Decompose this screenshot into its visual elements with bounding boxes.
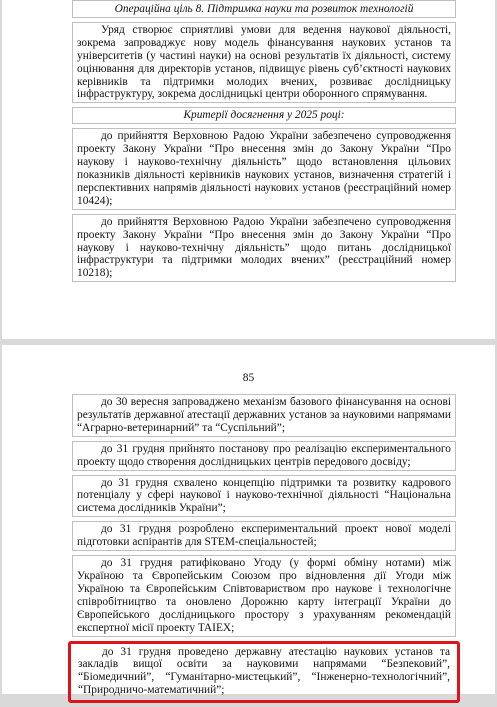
page-number: 85 (242, 372, 255, 384)
criteria-item: до 31 грудня прийнято постанову про реалізацію експериментального проекту щодо створення дослідницьких центрів передового досвіду; (72, 441, 456, 471)
criteria-heading: Критерії досягнення у 2025 році: (72, 107, 456, 124)
criteria-item: до 30 вересня запроваджено механізм базового фінансування на основі результатів державної атестації державних установ за науковими напрямами “Аграрно-ветеринарний” та “Суспільний”; (72, 394, 456, 437)
intro-paragraph: Уряд створює сприятливі умови для ведення наукової діяльності, зокрема запроваджує нову модель фінансування наукових установ та університетів (у частині науки) на основі результатів їх діяльності, систему оцінювання для директорів установ, підвищує рівень суб’єктності наукових керівників та підтримки молодих вчених, розвиває дослідницьку інфраструктуру, зокрема дослідницькі центри оборонного спрямування. (72, 22, 456, 103)
criteria-item: до прийняття Верховною Радою України забезпечено супроводження проекту Закону України “Про внесення змін до Закону України “Про наукову і науково-технічну діяльність” щодо питань дослідницької інфраструктури та підтримки молодих вчених” (реєстраційний номер 10218); (72, 214, 456, 283)
highlighted-criteria-item: до 31 грудня проведено державну атестацію наукових установ та закладів вищої освіти за науковими напрямами “Безпековий”, “Біомедичний”, “Гуманітарно-мистецький”, “Інженерно-технологічний”, “Природничо-математичний”; (68, 641, 460, 704)
operational-goal-heading: Операційна ціль 8. Підтримка науки та розвиток технологій (72, 0, 456, 18)
document-page-bottom (2, 345, 495, 697)
document-page-top (2, 0, 495, 339)
criteria-item: до 31 грудня розроблено експериментальний проект нової моделі підготовки аспірантів для STEM-спеціальностей; (72, 521, 456, 551)
criteria-item: до прийняття Верховною Радою України забезпечено супроводження проекту Закону України “Про внесення змін до Закону України “Про наукову і науково-технічну діяльність” щодо встановлення цільових показників діяльності керівників наукових установ, визначення стратегій і перспективних напрямів діяльності наукових установ (реєстраційний номер 10424); (72, 128, 456, 209)
criteria-item: до 31 грудня схвалено концепцію підтримки та розвитку кадрового потенціалу у сфері наукової і науково-технічної діяльності “Національна система дослідників України”; (72, 475, 456, 518)
criteria-item: до 31 грудня ратифіковано Угоду (у формі обміну нотами) між Україною та Європейським Союзом про відновлення дії Угоди між Україною та Європейським Співтовариством про наукове і технологічне співробітництво та оновлено Дорожню карту інтеграції України до Європейського дослідницького простору з урахуванням рекомендацій експертної місії проекту TAIEX; (72, 555, 456, 636)
page-top-content (72, 0, 456, 286)
page-bottom-content (72, 394, 456, 707)
